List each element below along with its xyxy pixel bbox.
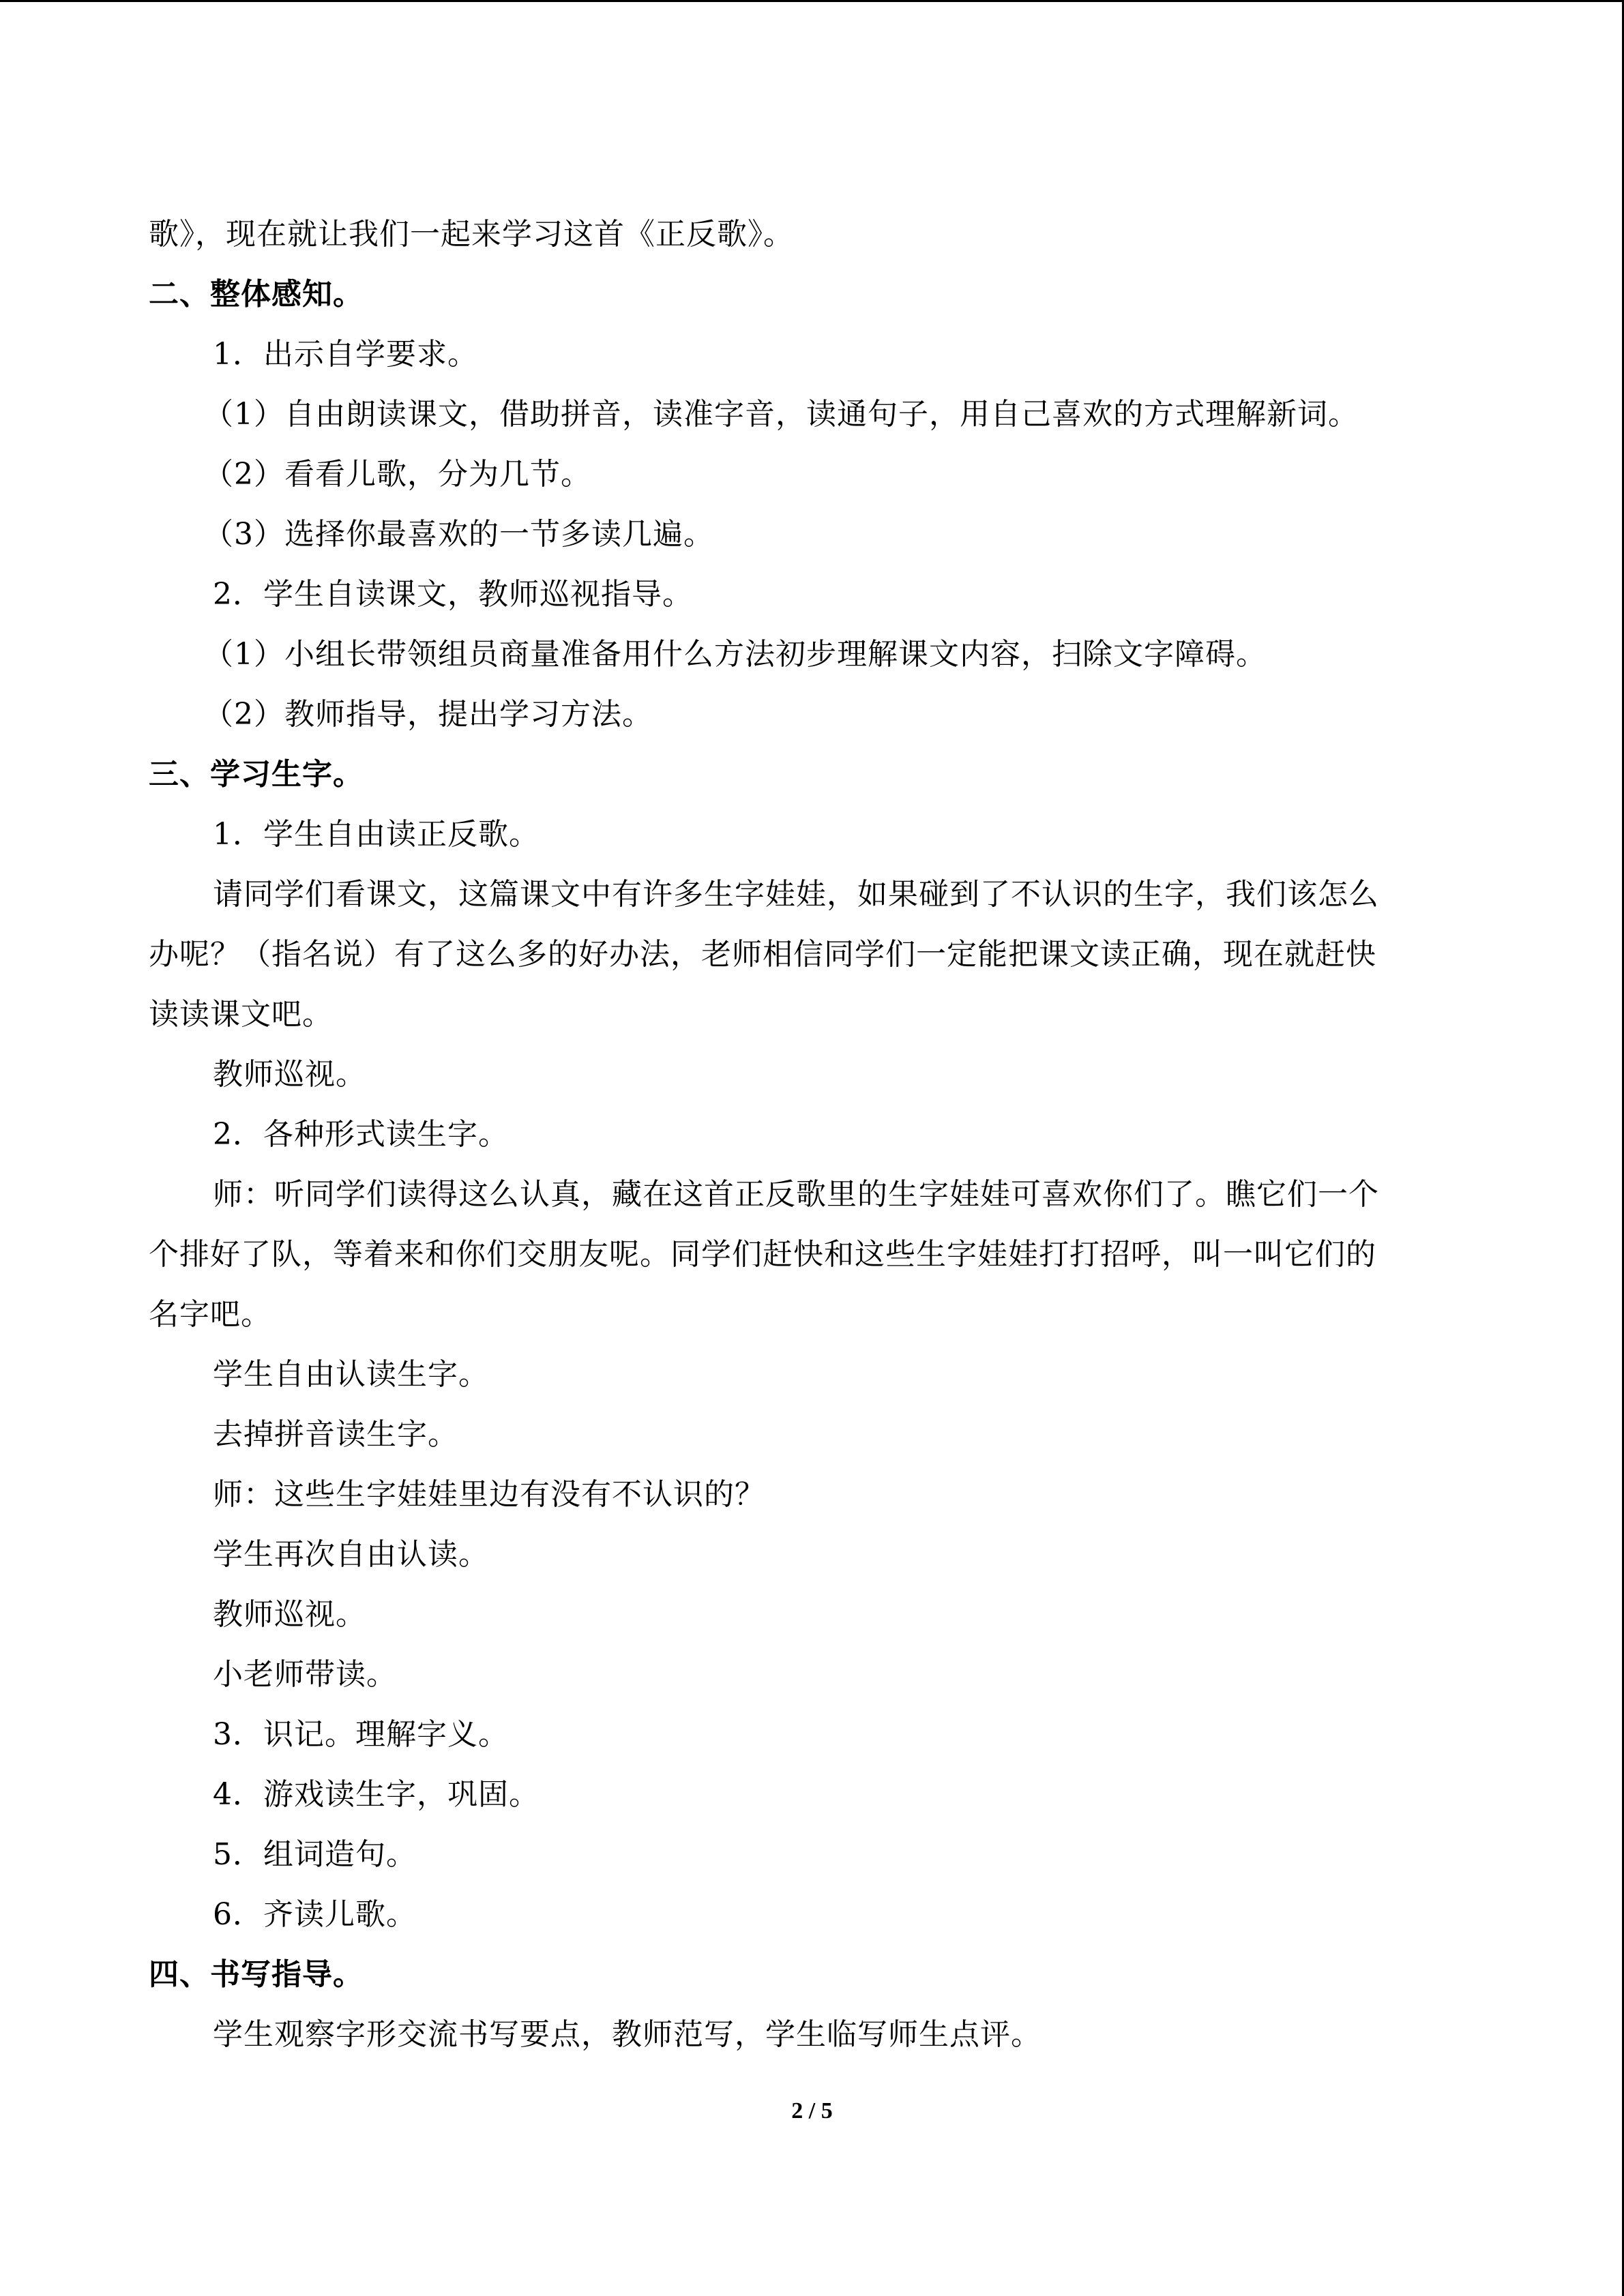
list-item: （1）自由朗读课文，借助拼音，读准字音，读通句子，用自己喜欢的方式理解新词。: [203, 397, 1359, 432]
paragraph-line: 师：听同学们读得这么认真，藏在这首正反歌里的生字娃娃可喜欢你们了。瞧它们一个: [213, 1177, 1379, 1212]
list-item: （1）小组长带领组员商量准备用什么方法初步理解课文内容，扫除文字障碍。: [203, 637, 1267, 672]
list-item: 3．识记。理解字义。: [213, 1717, 509, 1752]
paragraph-line: 读读课文吧。: [149, 997, 333, 1032]
page-number: 2 / 5: [791, 2098, 833, 2123]
text-line: 教师巡视。: [213, 1597, 366, 1632]
text-line: 歌》，现在就让我们一起来学习这首《正反歌》。: [149, 217, 794, 252]
text-line: 学生自由认读生字。: [213, 1357, 489, 1392]
list-item: （3）选择你最喜欢的一节多读几遍。: [203, 517, 714, 552]
list-item: 4．游戏读生字，巩固。: [213, 1777, 540, 1812]
text-line: 师：这些生字娃娃里边有没有不认识的？: [213, 1477, 765, 1512]
section-heading: 四、书写指导。: [149, 1957, 364, 1992]
list-item: 2．各种形式读生字。: [213, 1117, 509, 1152]
paragraph-line: 办呢？（指名说）有了这么多的好办法，老师相信同学们一定能把课文读正确，现在就赶快: [149, 937, 1376, 972]
list-item: 1．学生自由读正反歌。: [213, 817, 540, 852]
paragraph-line: 个排好了队，等着来和你们交朋友呢。同学们赶快和这些生字娃娃打打招呼，叫一叫它们的: [149, 1237, 1376, 1272]
text-line: 学生再次自由认读。: [213, 1537, 489, 1572]
list-item: （2）看看儿歌，分为几节。: [203, 457, 591, 492]
text-line: 教师巡视。: [213, 1057, 366, 1092]
section-heading: 二、整体感知。: [149, 277, 364, 312]
text-line: 小老师带读。: [213, 1657, 397, 1692]
list-item: 6．齐读儿歌。: [213, 1897, 417, 1932]
list-item: 5．组词造句。: [213, 1837, 417, 1872]
text-line: 学生观察字形交流书写要点，教师范写，学生临写师生点评。: [213, 2017, 1042, 2052]
list-item: （2）教师指导，提出学习方法。: [203, 697, 653, 732]
list-item: 1．出示自学要求。: [213, 337, 478, 372]
list-item: 2．学生自读课文，教师巡视指导。: [213, 577, 693, 612]
text-line: 去掉拼音读生字。: [213, 1417, 458, 1452]
paragraph-line: 请同学们看课文，这篇课文中有许多生字娃娃，如果碰到了不认识的生字，我们该怎么: [213, 877, 1379, 912]
paragraph-line: 名字吧。: [149, 1297, 271, 1332]
section-heading: 三、学习生字。: [149, 757, 364, 792]
document-body: [149, 205, 1458, 2065]
